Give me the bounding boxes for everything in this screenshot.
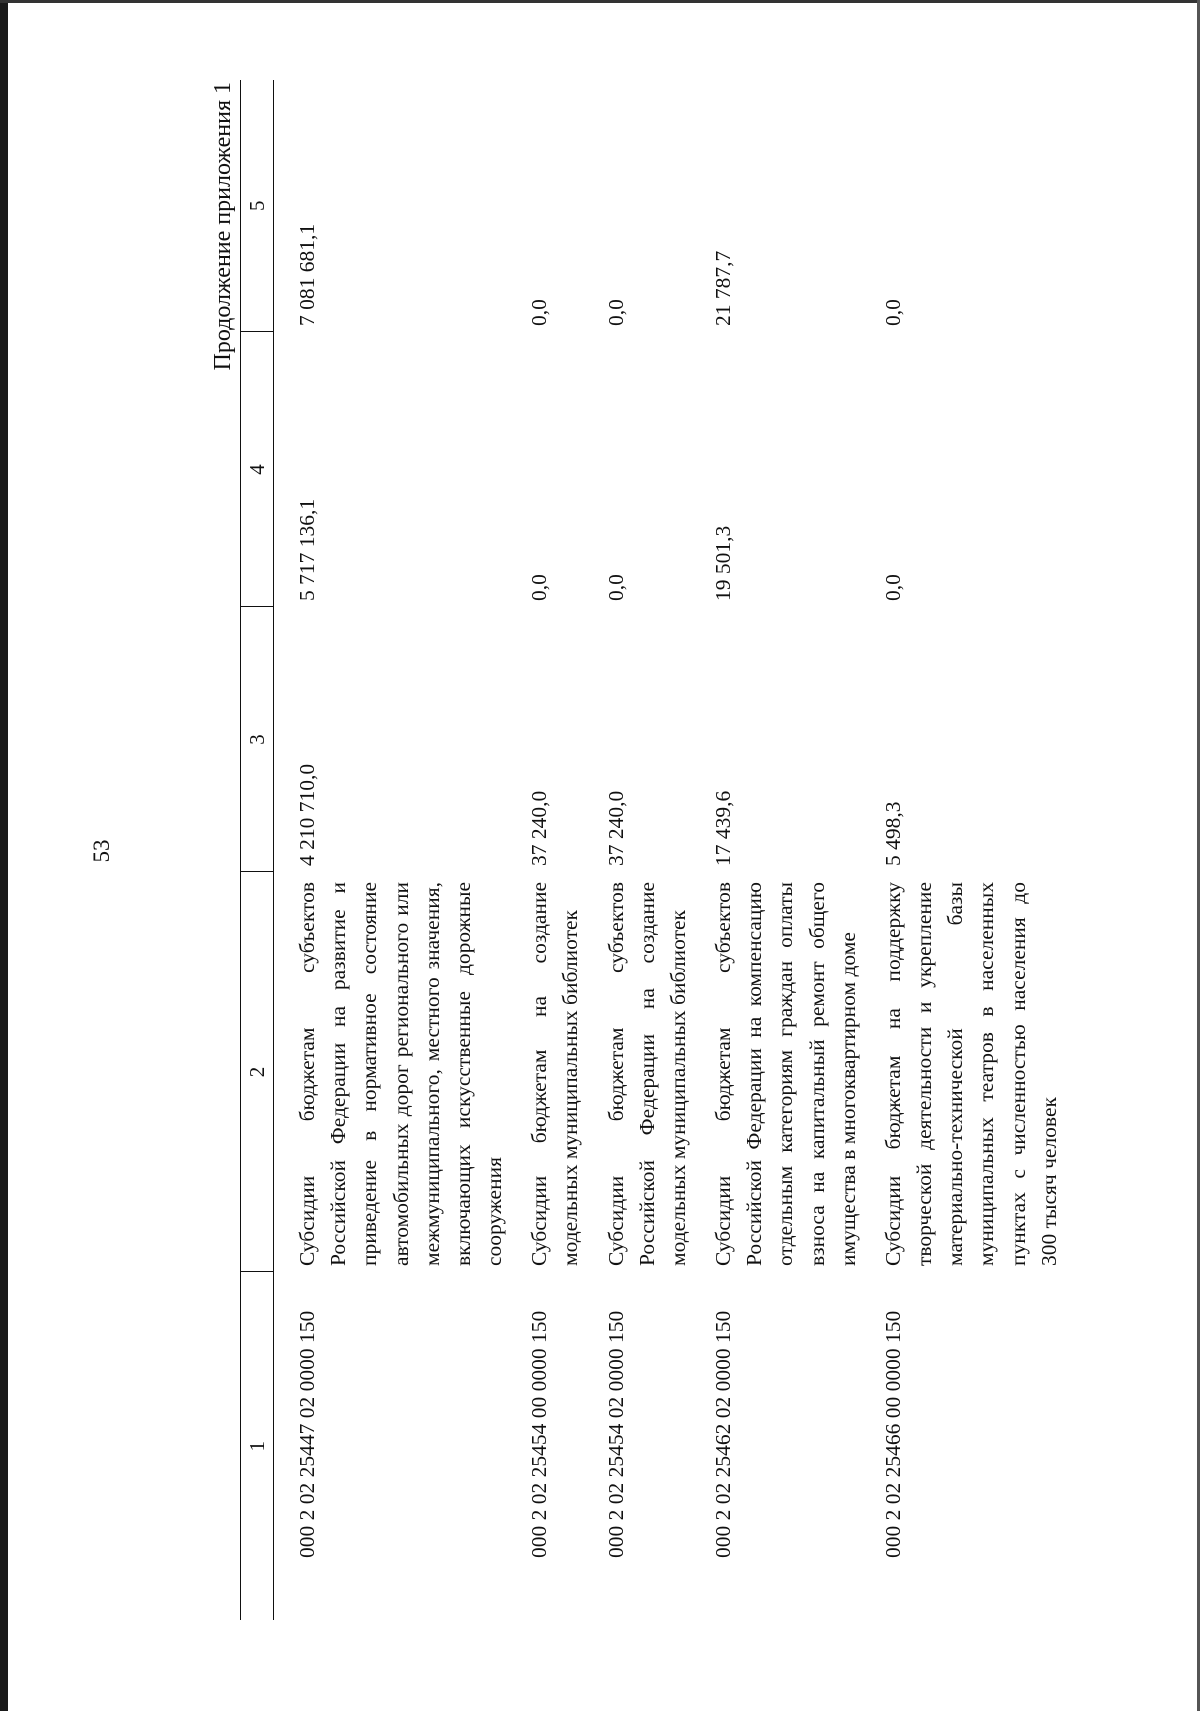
- rotated-sheet: [170, 70, 1200, 1650]
- row-description: Субсидии бюджетам на поддержку творческой деятельности и укрепление материально-технической базы муниципальных театров в населенных пунктах с численностью населения до 300 тысяч человек: [880, 882, 1061, 1266]
- budget-code: 000 2 02 25466 00 0000 150: [880, 1310, 905, 1558]
- table-row: [274, 80, 511, 1620]
- amount-col-5: 0,0: [880, 299, 905, 326]
- row-description: Субсидии бюджетам субъектов Российской Федерации на создание модельных муниципальных библиотек: [603, 882, 690, 1266]
- header-col-1: 1: [241, 1272, 274, 1620]
- row-description: Субсидии бюджетам субъектов Российской Федерации на компенсацию отдельным категориям граждан оплаты взноса на капитальный ремонт общего имущества в многоквартирном доме: [711, 882, 860, 1266]
- header-col-5: 5: [241, 80, 274, 332]
- appendix-table: [240, 80, 1065, 1620]
- amount-col-5: 0,0: [527, 299, 552, 326]
- scan-left-edge: [0, 0, 8, 1711]
- row-description: Субсидии бюджетам на создание модельных муниципальных библиотек: [527, 882, 583, 1266]
- amount-col-4: 0,0: [527, 574, 552, 601]
- amount-col-3: 4 210 710,0: [295, 763, 319, 866]
- budget-code: 000 2 02 25447 02 0000 150: [295, 1310, 319, 1558]
- scan-top-edge: [0, 0, 1200, 3]
- amount-col-5: 21 787,7: [711, 250, 736, 326]
- header-col-3: 3: [241, 607, 274, 872]
- amount-col-3: 5 498,3: [880, 801, 905, 866]
- appendix-caption: Продолжение приложения 1: [210, 82, 236, 371]
- header-col-2: 2: [241, 872, 274, 1272]
- header-row: [241, 80, 274, 1620]
- amount-col-3: 37 240,0: [603, 790, 628, 866]
- amount-col-4: 0,0: [880, 574, 905, 601]
- amount-col-5: 0,0: [603, 299, 628, 326]
- budget-code: 000 2 02 25454 00 0000 150: [527, 1310, 552, 1558]
- amount-col-5: 7 081 681,1: [295, 223, 319, 326]
- budget-code: 000 2 02 25462 02 0000 150: [711, 1310, 736, 1558]
- amount-col-4: 19 501,3: [711, 525, 736, 601]
- amount-col-4: 5 717 136,1: [295, 498, 319, 601]
- table-row: [587, 80, 695, 1620]
- amount-col-3: 17 439,6: [711, 790, 736, 866]
- table-row: [694, 80, 864, 1620]
- header-col-4: 4: [241, 332, 274, 607]
- table-row: [864, 80, 1065, 1620]
- table-row: [510, 80, 586, 1620]
- amount-col-3: 37 240,0: [527, 790, 552, 866]
- budget-code: 000 2 02 25454 02 0000 150: [603, 1310, 628, 1558]
- page-number: 53: [89, 839, 114, 863]
- amount-col-4: 0,0: [603, 574, 628, 601]
- row-description: Субсидии бюджетам субъектов Российской Федерации на развитие и приведение в нормативное состояние автомобильных дорог регионального или межмуниципального, местного значения, включающих искусственные дорожные сооружения: [295, 882, 507, 1266]
